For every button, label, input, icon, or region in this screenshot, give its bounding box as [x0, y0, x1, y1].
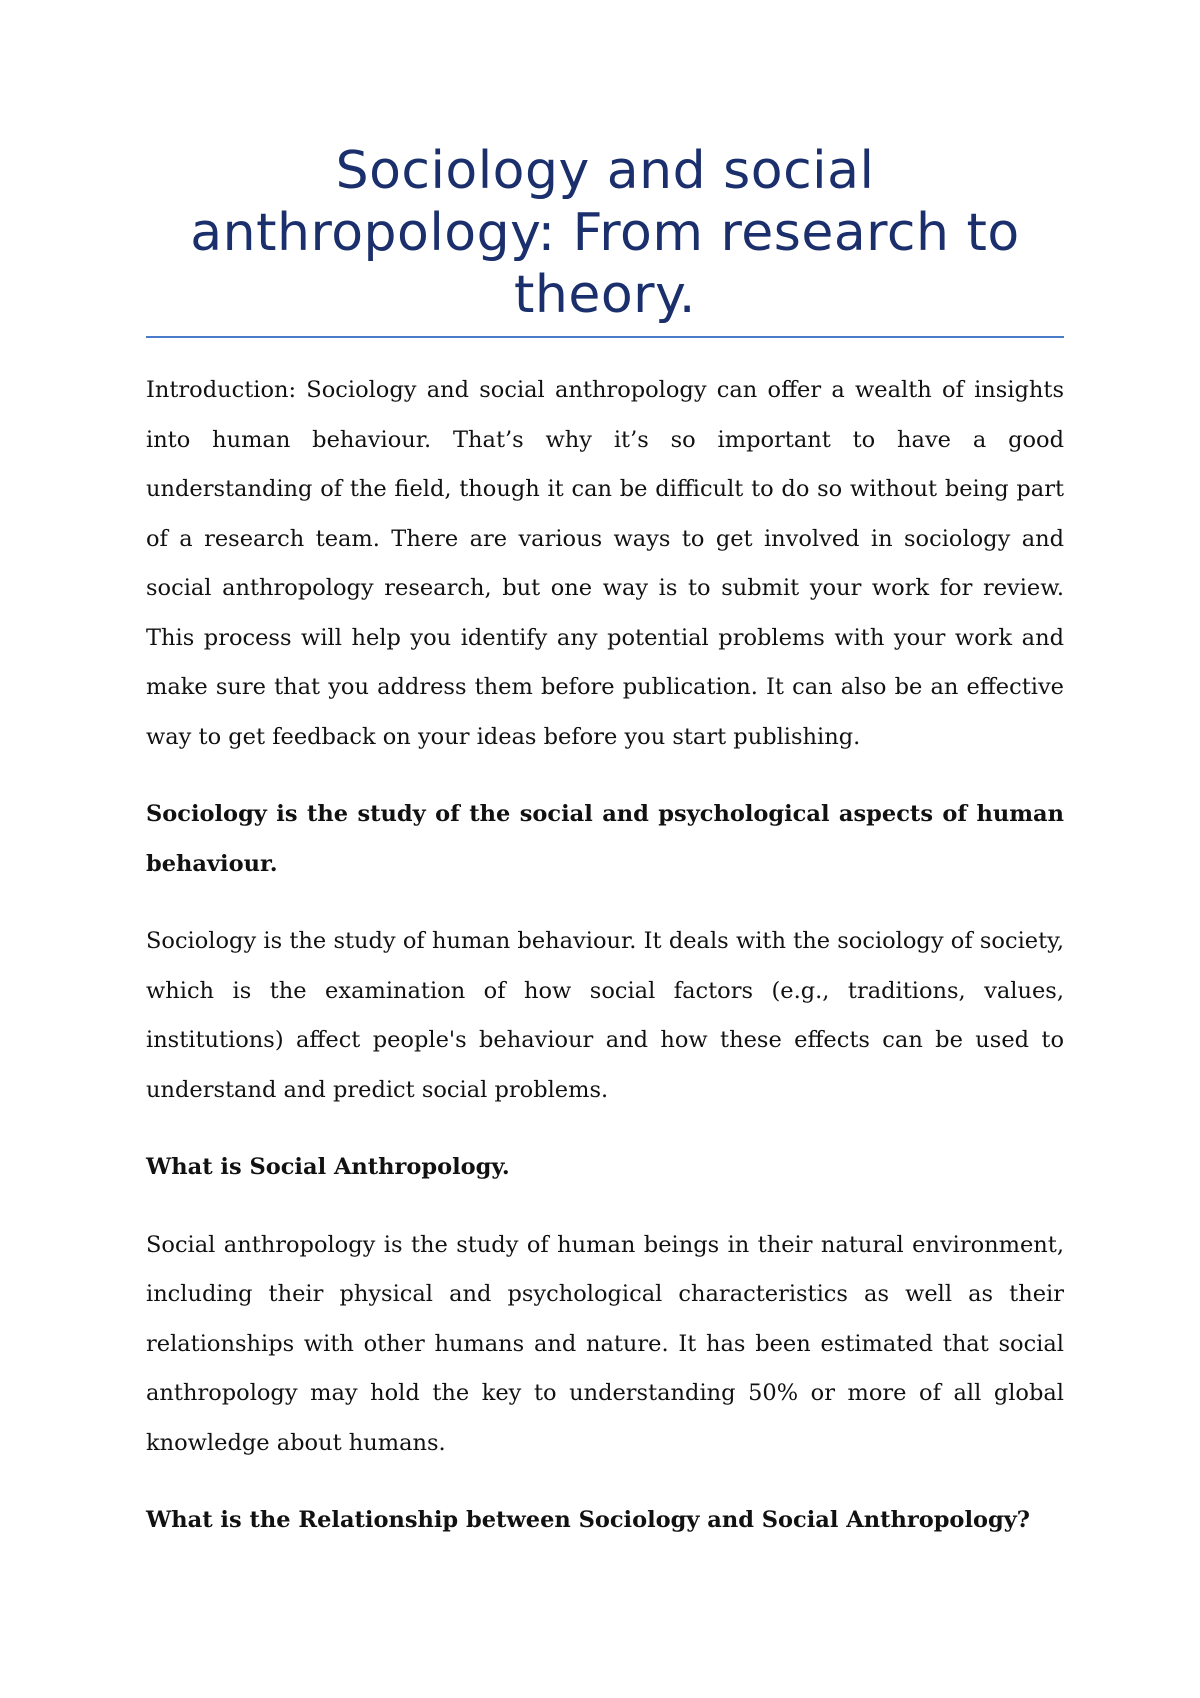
intro-paragraph: Introduction: Sociology and social anthropology can offer a wealth of insights into human behaviour. That’s why it’s so important to have a good understanding of the field, though it can be difficult to do so without being part of a research team. There are various ways to get involved in sociology and social anthropology research, but one way is to submit your work for review. This process will help you identify any potential problems with your work and make sure that you address them before publication. It can also be an effective way to get feedback on your ideas before you start publishing. — [146, 377, 1064, 750]
title-underline-rule — [146, 336, 1064, 338]
section-heading-sociology: Sociology is the study of the social and psychological aspects of human behaviour. — [146, 801, 1064, 877]
document-title: Sociology and social anthropology: From research to theory. — [190, 141, 1020, 325]
section-heading-relationship: What is the Relationship between Sociology and Social Anthropology? — [146, 1507, 1030, 1533]
sociology-paragraph: Sociology is the study of human behaviour. It deals with the sociology of society, which is the examination of how social factors (e.g., traditions, values, institutions) affect people's behaviour and how these effects can be used to understand and predict social problems. — [146, 928, 1064, 1103]
document-page — [146, 140, 1064, 1574]
section-heading-social-anthropology: What is Social Anthropology. — [146, 1154, 510, 1180]
social-anthropology-paragraph: Social anthropology is the study of human beings in their natural environment, including their physical and psychological characteristics as well as their relationships with other humans and nature. It has been estimated that social anthropology may hold the key to understanding 50% or more of all global knowledge about humans. — [146, 1231, 1064, 1456]
